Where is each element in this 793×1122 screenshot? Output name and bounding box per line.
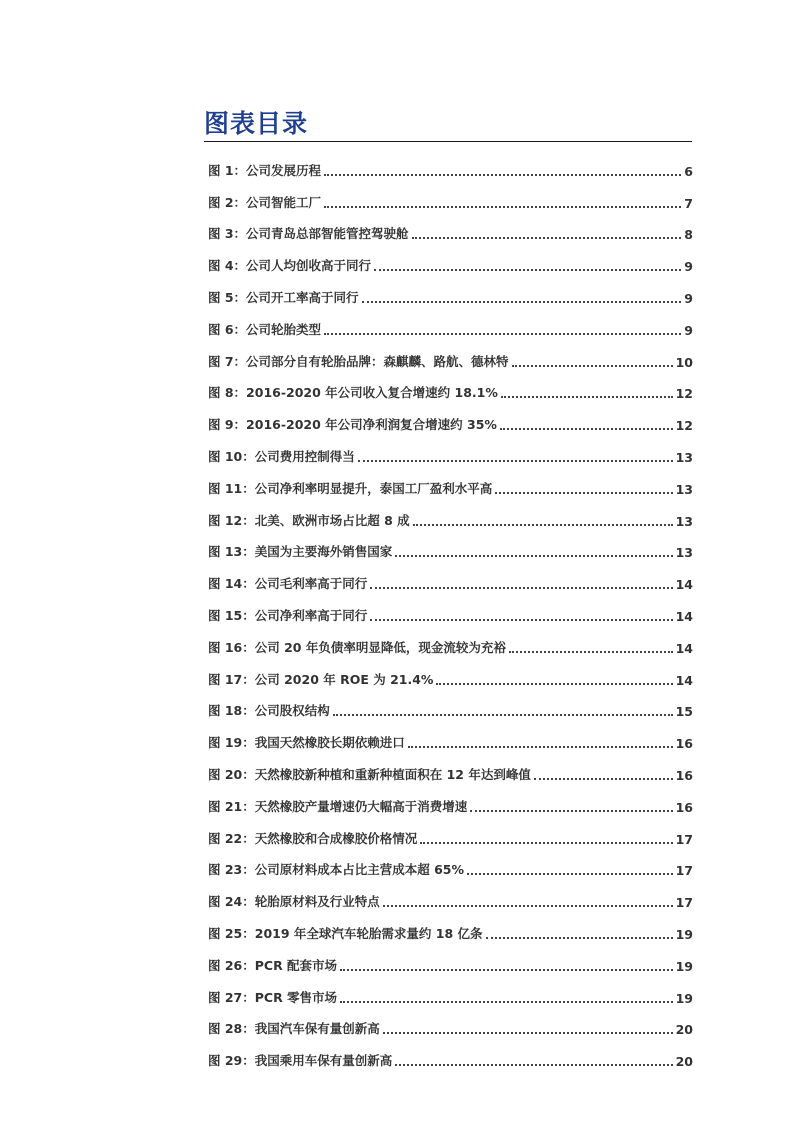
- entry-label: 图 21：天然橡胶产量增速仍大幅高于消费增速: [208, 798, 468, 814]
- entry-page-number: 19: [675, 990, 693, 1006]
- entry-page-number: 9: [684, 290, 693, 306]
- dot-leader: [358, 460, 673, 462]
- dot-leader: [324, 333, 681, 335]
- toc-entry[interactable]: [208, 788, 693, 820]
- dot-leader: [370, 587, 672, 589]
- toc-entry[interactable]: [208, 1042, 693, 1074]
- toc-entry[interactable]: [208, 152, 693, 184]
- entry-label: 图 29：我国乘用车保有量创新高: [208, 1053, 393, 1069]
- toc-entry[interactable]: [208, 502, 693, 534]
- toc-entry[interactable]: [208, 597, 693, 629]
- entry-page-number: 13: [675, 449, 693, 465]
- entry-page-number: 16: [675, 767, 693, 783]
- dot-leader: [420, 842, 672, 844]
- entry-page-number: 15: [675, 704, 693, 720]
- dot-leader: [512, 365, 673, 367]
- page-title: 图表目录: [204, 109, 309, 138]
- dot-leader: [395, 555, 672, 557]
- dot-leader: [470, 810, 672, 812]
- figure-list: [208, 152, 693, 1074]
- entry-page-number: 17: [675, 831, 693, 847]
- dot-leader: [408, 746, 673, 748]
- entry-label: 图 8：2016-2020 年公司收入复合增速约 18.1%: [208, 385, 498, 401]
- entry-label: 图 15：公司净利率高于同行: [208, 607, 368, 623]
- entry-label: 图 14：公司毛利率高于同行: [208, 576, 368, 592]
- entry-label: 图 16：公司 20 年负债率明显降低，现金流较为充裕: [208, 639, 506, 655]
- toc-entry[interactable]: [208, 438, 693, 470]
- toc-entry[interactable]: [208, 979, 693, 1011]
- entry-label: 图 6：公司轮胎类型: [208, 321, 322, 337]
- toc-entry[interactable]: [208, 883, 693, 915]
- entry-page-number: 12: [675, 418, 693, 434]
- dot-leader: [383, 905, 673, 907]
- dot-leader: [509, 651, 673, 653]
- entry-label: 图 10：公司费用控制得当: [208, 448, 355, 464]
- entry-page-number: 13: [675, 481, 693, 497]
- entry-label: 图 26：PCR 配套市场: [208, 957, 338, 973]
- entry-page-number: 13: [675, 513, 693, 529]
- dot-leader: [370, 619, 672, 621]
- dot-leader: [340, 1001, 673, 1003]
- toc-entry[interactable]: [208, 184, 693, 216]
- entry-label: 图 25：2019 年全球汽车轮胎需求量约 18 亿条: [208, 925, 483, 941]
- entry-page-number: 17: [675, 863, 693, 879]
- toc-entry[interactable]: [208, 565, 693, 597]
- toc-entry[interactable]: [208, 629, 693, 661]
- dot-leader: [412, 237, 682, 239]
- entry-page-number: 9: [684, 259, 693, 275]
- entry-label: 图 24：轮胎原材料及行业特点: [208, 894, 380, 910]
- entry-label: 图 11：公司净利率明显提升，泰国工厂盈利水平高: [208, 480, 493, 496]
- entry-page-number: 17: [675, 895, 693, 911]
- entry-page-number: 16: [675, 799, 693, 815]
- entry-page-number: 19: [675, 958, 693, 974]
- toc-entry[interactable]: [208, 852, 693, 884]
- dot-leader: [500, 428, 673, 430]
- toc-entry[interactable]: [208, 1011, 693, 1043]
- entry-label: 图 28：我国汽车保有量创新高: [208, 1021, 380, 1037]
- entry-page-number: 14: [675, 608, 693, 624]
- entry-label: 图 18：公司股权结构: [208, 703, 330, 719]
- entry-page-number: 19: [675, 926, 693, 942]
- toc-entry[interactable]: [208, 470, 693, 502]
- toc-entry[interactable]: [208, 756, 693, 788]
- entry-label: 图 7：公司部分自有轮胎品牌：森麒麟、路航、德林特: [208, 353, 509, 369]
- entry-label: 图 13：美国为主要海外销售国家: [208, 544, 393, 560]
- toc-entry[interactable]: [208, 724, 693, 756]
- dot-leader: [486, 937, 673, 939]
- toc-entry[interactable]: [208, 534, 693, 566]
- entry-page-number: 16: [675, 736, 693, 752]
- dot-leader: [324, 174, 681, 176]
- entry-label: 图 22：天然橡胶和合成橡胶价格情况: [208, 830, 418, 846]
- entry-label: 图 12：北美、欧洲市场占比超 8 成: [208, 512, 410, 528]
- dot-leader: [534, 778, 673, 780]
- entry-page-number: 6: [684, 163, 693, 179]
- dot-leader: [395, 1064, 672, 1066]
- entry-page-number: 12: [675, 386, 693, 402]
- dot-leader: [467, 873, 673, 875]
- entry-page-number: 20: [675, 1054, 693, 1070]
- entry-page-number: 7: [684, 195, 693, 211]
- entry-label: 图 2：公司智能工厂: [208, 194, 322, 210]
- entry-page-number: 13: [675, 545, 693, 561]
- toc-entry[interactable]: [208, 311, 693, 343]
- dot-leader: [333, 714, 673, 716]
- entry-page-number: 14: [675, 577, 693, 593]
- toc-entry[interactable]: [208, 406, 693, 438]
- dot-leader: [436, 683, 672, 685]
- toc-entry[interactable]: [208, 915, 693, 947]
- entry-label: 图 27：PCR 零售市场: [208, 989, 338, 1005]
- entry-label: 图 19：我国天然橡胶长期依赖进口: [208, 735, 405, 751]
- toc-entry[interactable]: [208, 343, 693, 375]
- entry-label: 图 1：公司发展历程: [208, 162, 322, 178]
- title-divider: [204, 141, 692, 142]
- entry-label: 图 17：公司 2020 年 ROE 为 21.4%: [208, 671, 434, 687]
- toc-entry[interactable]: [208, 375, 693, 407]
- dot-leader: [383, 1032, 673, 1034]
- entry-page-number: 14: [675, 672, 693, 688]
- entry-label: 图 5：公司开工率高于同行: [208, 289, 359, 305]
- toc-entry[interactable]: [208, 947, 693, 979]
- toc-entry[interactable]: [208, 279, 693, 311]
- entry-page-number: 8: [684, 227, 693, 243]
- entry-page-number: 10: [675, 354, 693, 370]
- dot-leader: [324, 206, 681, 208]
- toc-entry[interactable]: [208, 661, 693, 693]
- toc-entry[interactable]: [208, 820, 693, 852]
- entry-label: 图 4：公司人均创收高于同行: [208, 258, 372, 274]
- entry-page-number: 14: [675, 640, 693, 656]
- toc-entry[interactable]: [208, 216, 693, 248]
- toc-entry[interactable]: [208, 247, 693, 279]
- dot-leader: [374, 269, 681, 271]
- entry-page-number: 20: [675, 1022, 693, 1038]
- entry-label: 图 3：公司青岛总部智能管控驾驶舱: [208, 226, 409, 242]
- dot-leader: [501, 396, 673, 398]
- entry-label: 图 9：2016-2020 年公司净利润复合增速约 35%: [208, 417, 497, 433]
- entry-label: 图 20：天然橡胶新种植和重新种植面积在 12 年达到峰值: [208, 766, 531, 782]
- entry-page-number: 9: [684, 322, 693, 338]
- entry-label: 图 23：公司原材料成本占比主营成本超 65%: [208, 862, 465, 878]
- dot-leader: [340, 969, 673, 971]
- dot-leader: [413, 524, 673, 526]
- dot-leader: [362, 301, 682, 303]
- toc-entry[interactable]: [208, 693, 693, 725]
- dot-leader: [495, 492, 672, 494]
